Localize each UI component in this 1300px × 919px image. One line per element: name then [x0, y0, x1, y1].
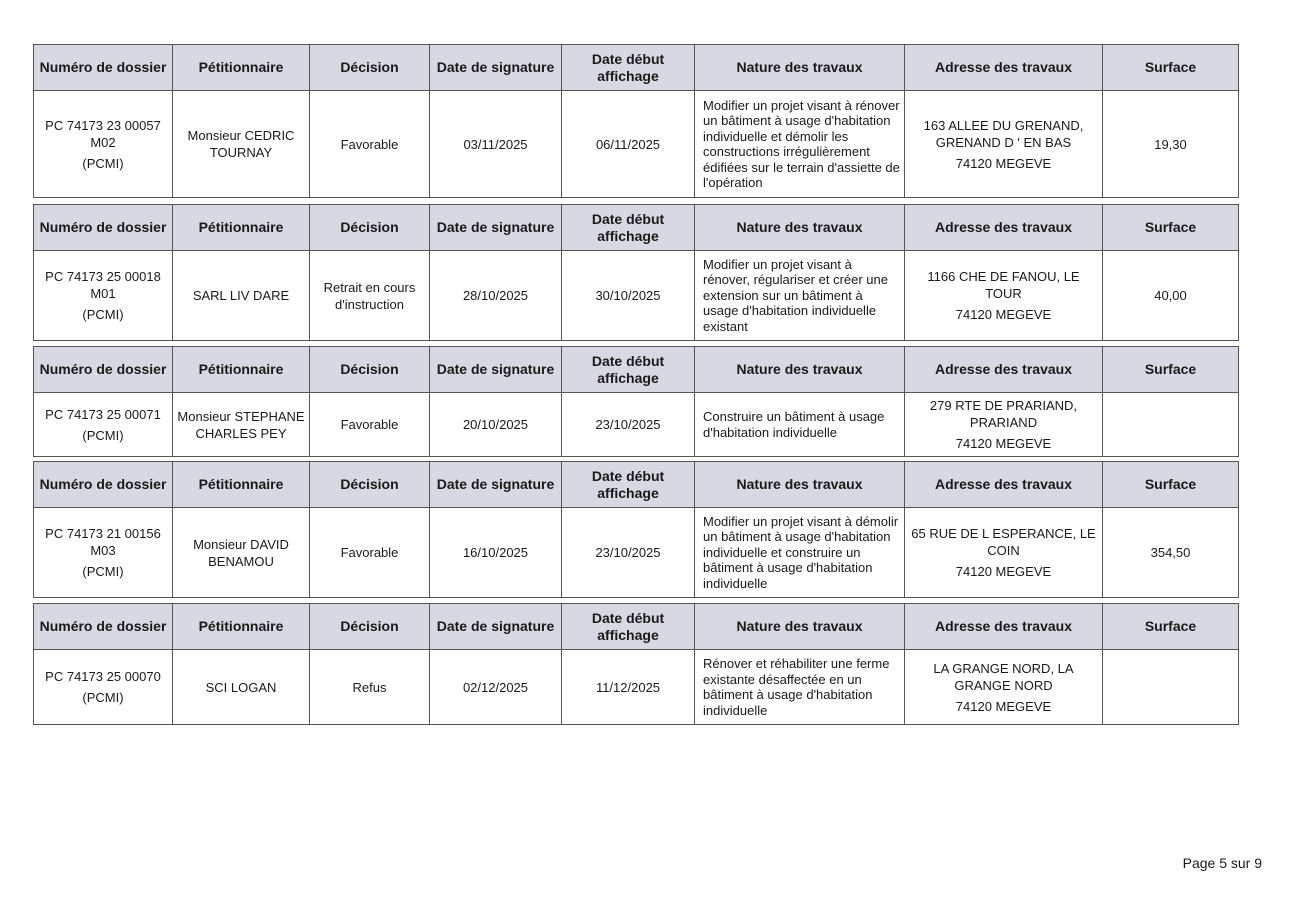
date-signature-cell: 03/11/2025 [430, 91, 562, 198]
decision-cell: Refus [310, 650, 430, 725]
header-date-signature: Date de signature [430, 347, 562, 393]
dossier-number: PC 74173 21 00156 M03 [45, 526, 161, 558]
dossier-type: (PCMI) [82, 427, 124, 443]
header-petitionnaire: Pétitionnaire [173, 462, 310, 508]
nature-cell: Rénover et réhabiliter une ferme existante désaffectée en un bâtiment à usage d'habitation individuelle [695, 650, 905, 725]
dossier-type: (PCMI) [82, 307, 124, 322]
surface-cell [1103, 393, 1239, 457]
page-number: Page 5 sur 9 [1182, 855, 1262, 871]
table-row [34, 393, 1239, 457]
header-dossier: Numéro de dossier [34, 604, 173, 650]
decision-cell: Retrait en cours d'instruction [310, 251, 430, 341]
dossier-number: PC 74173 25 00018 M01 [45, 269, 161, 301]
nature-cell: Construire un bâtiment à usage d'habitation individuelle [695, 393, 905, 457]
dossier-type: (PCMI) [82, 155, 124, 171]
header-adresse: Adresse des travaux [905, 462, 1103, 508]
header-row [34, 462, 1239, 508]
header-decision: Décision [310, 347, 430, 393]
header-nature: Nature des travaux [695, 604, 905, 650]
header-date-affichage: Date début affichage [562, 205, 695, 251]
header-adresse: Adresse des travaux [905, 205, 1103, 251]
permit-table [33, 461, 1239, 598]
adresse-city: 74120 MEGEVE [955, 436, 1052, 451]
header-petitionnaire: Pétitionnaire [173, 604, 310, 650]
header-surface: Surface [1103, 604, 1239, 650]
adresse-cell [905, 251, 1103, 341]
header-row [34, 347, 1239, 393]
surface-cell [1103, 650, 1239, 725]
header-surface: Surface [1103, 347, 1239, 393]
header-petitionnaire: Pétitionnaire [173, 45, 310, 91]
header-dossier: Numéro de dossier [34, 205, 173, 251]
header-dossier: Numéro de dossier [34, 45, 173, 91]
header-date-signature: Date de signature [430, 45, 562, 91]
petitionnaire-cell: SCI LOGAN [173, 650, 310, 725]
dossier-number: PC 74173 25 00071 [45, 406, 161, 422]
petitionnaire-cell: Monsieur CEDRIC TOURNAY [173, 91, 310, 198]
adresse-cell [905, 393, 1103, 457]
header-adresse: Adresse des travaux [905, 347, 1103, 393]
header-nature: Nature des travaux [695, 347, 905, 393]
header-adresse: Adresse des travaux [905, 45, 1103, 91]
table-row [34, 91, 1239, 198]
table-row [34, 251, 1239, 341]
header-date-affichage: Date début affichage [562, 45, 695, 91]
date-signature-cell: 28/10/2025 [430, 251, 562, 341]
nature-cell: Modifier un projet visant à rénover un bâtiment à usage d'habitation individuelle et démolir les constructions irrégulièrement édifiées sur le terrain d'assiette de l'opération [695, 91, 905, 198]
adresse-street: LA GRANGE NORD, LA GRANGE NORD [933, 660, 1074, 693]
surface-cell: 354,50 [1103, 508, 1239, 598]
dossier-number: PC 74173 25 00070 [45, 669, 161, 684]
table-row [34, 508, 1239, 598]
header-surface: Surface [1103, 462, 1239, 508]
header-date-signature: Date de signature [430, 205, 562, 251]
dossier-cell [34, 508, 173, 598]
header-dossier: Numéro de dossier [34, 347, 173, 393]
surface-cell: 19,30 [1103, 91, 1239, 198]
adresse-street: 163 ALLEE DU GRENAND, GRENAND D ' EN BAS [923, 117, 1084, 150]
dossier-cell [34, 393, 173, 457]
header-surface: Surface [1103, 205, 1239, 251]
dossier-cell [34, 650, 173, 725]
decision-cell: Favorable [310, 508, 430, 598]
adresse-city: 74120 MEGEVE [955, 155, 1052, 171]
header-petitionnaire: Pétitionnaire [173, 347, 310, 393]
date-affichage-cell: 23/10/2025 [562, 508, 695, 598]
nature-cell: Modifier un projet visant à rénover, régulariser et créer une extension sur un bâtiment à usage d'habitation individuelle existant [695, 251, 905, 341]
date-affichage-cell: 30/10/2025 [562, 251, 695, 341]
permit-table [33, 44, 1239, 198]
adresse-cell [905, 508, 1103, 598]
header-surface: Surface [1103, 45, 1239, 91]
adresse-cell [905, 650, 1103, 725]
adresse-street: 279 RTE DE PRARIAND, PRARIAND [929, 398, 1078, 430]
table-row [34, 650, 1239, 725]
permit-table [33, 603, 1239, 725]
nature-cell: Modifier un projet visant à démolir un bâtiment à usage d'habitation individuelle et construire un bâtiment à usage d'habitation individuelle [695, 508, 905, 598]
header-nature: Nature des travaux [695, 205, 905, 251]
decision-cell: Favorable [310, 393, 430, 457]
adresse-cell [905, 91, 1103, 198]
header-decision: Décision [310, 205, 430, 251]
header-dossier: Numéro de dossier [34, 462, 173, 508]
header-date-affichage: Date début affichage [562, 604, 695, 650]
adresse-street: 65 RUE DE L ESPERANCE, LE COIN [911, 526, 1096, 558]
header-decision: Décision [310, 462, 430, 508]
header-petitionnaire: Pétitionnaire [173, 205, 310, 251]
permit-table [33, 204, 1239, 341]
date-affichage-cell: 23/10/2025 [562, 393, 695, 457]
permit-table [33, 346, 1239, 457]
adresse-city: 74120 MEGEVE [955, 564, 1052, 579]
header-row [34, 205, 1239, 251]
header-date-signature: Date de signature [430, 604, 562, 650]
header-decision: Décision [310, 604, 430, 650]
date-signature-cell: 20/10/2025 [430, 393, 562, 457]
header-adresse: Adresse des travaux [905, 604, 1103, 650]
dossier-cell [34, 251, 173, 341]
date-affichage-cell: 06/11/2025 [562, 91, 695, 198]
adresse-city: 74120 MEGEVE [955, 307, 1052, 322]
adresse-city: 74120 MEGEVE [955, 698, 1052, 714]
dossier-cell [34, 91, 173, 198]
date-signature-cell: 16/10/2025 [430, 508, 562, 598]
date-signature-cell: 02/12/2025 [430, 650, 562, 725]
dossier-type: (PCMI) [82, 690, 124, 705]
header-date-affichage: Date début affichage [562, 462, 695, 508]
petitionnaire-cell: SARL LIV DARE [173, 251, 310, 341]
petitionnaire-cell: Monsieur DAVID BENAMOU [173, 508, 310, 598]
dossier-type: (PCMI) [82, 564, 124, 579]
header-nature: Nature des travaux [695, 45, 905, 91]
header-row [34, 45, 1239, 91]
date-affichage-cell: 11/12/2025 [562, 650, 695, 725]
header-nature: Nature des travaux [695, 462, 905, 508]
header-date-signature: Date de signature [430, 462, 562, 508]
adresse-street: 1166 CHE DE FANOU, LE TOUR [927, 269, 1080, 301]
header-row [34, 604, 1239, 650]
petitionnaire-cell: Monsieur STEPHANE CHARLES PEY [173, 393, 310, 457]
header-decision: Décision [310, 45, 430, 91]
decision-cell: Favorable [310, 91, 430, 198]
surface-cell: 40,00 [1103, 251, 1239, 341]
header-date-affichage: Date début affichage [562, 347, 695, 393]
dossier-number: PC 74173 23 00057 M02 [45, 117, 161, 150]
